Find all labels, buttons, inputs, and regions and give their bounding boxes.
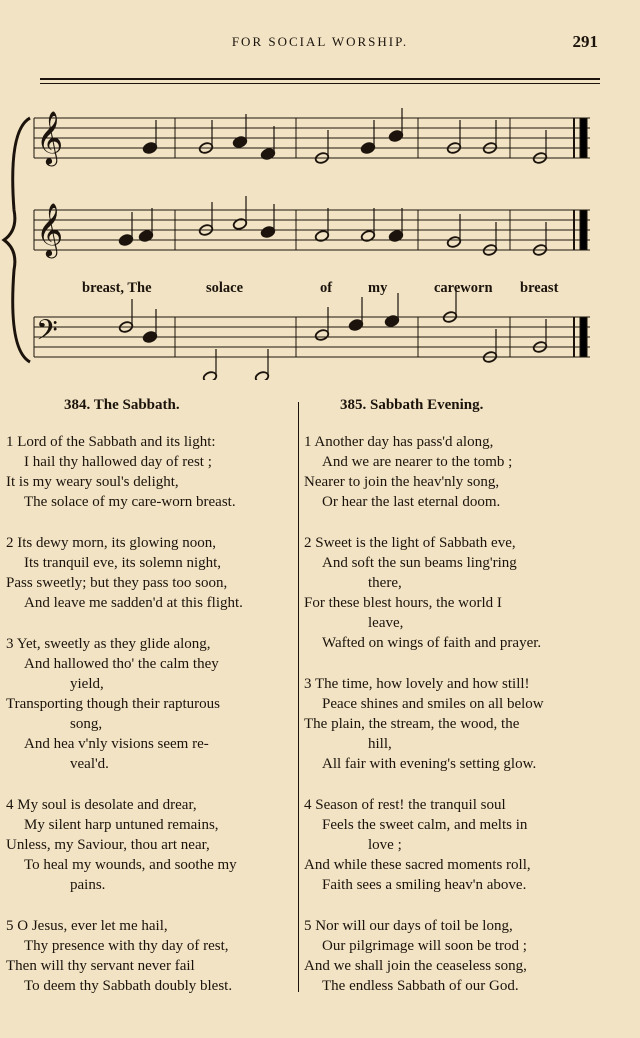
hymn-number: 384.: [64, 397, 91, 413]
lyric-syllable: careworn: [434, 280, 493, 296]
lyric-syllable: solace: [206, 280, 244, 296]
verse-line: 4 My soul is desolate and drear,: [6, 797, 197, 813]
lyric-syllable: breast, The: [82, 280, 152, 296]
stanza: [6, 432, 294, 512]
verse-line: Thy presence with thy day of rest,: [24, 938, 229, 954]
half-note: [232, 218, 247, 231]
verse-line: Wafted on wings of faith and prayer.: [322, 635, 542, 651]
quarter-note: [260, 148, 275, 161]
final-barline-thick: [580, 210, 587, 250]
lyric-syllable: of: [320, 280, 333, 296]
half-note: [314, 230, 329, 243]
system-brace: [4, 118, 30, 362]
verse-line: Or hear the last eternal doom.: [322, 494, 501, 510]
quarter-note: [138, 230, 153, 243]
half-note: [314, 329, 329, 342]
verse-line: Then will thy servant never fail: [6, 958, 195, 974]
verse-line: To heal my wounds, and soothe my: [24, 857, 237, 873]
quarter-note: [348, 319, 363, 332]
verse-line: 3 Yet, sweetly as they glide along,: [6, 636, 211, 652]
verse-line: 4 Season of rest! the tranquil soul: [304, 797, 506, 813]
hymn-title: Sabbath Evening.: [370, 397, 484, 413]
hymn-number: 385.: [340, 397, 367, 413]
verse-line: Peace shines and smiles on all below: [322, 696, 544, 712]
verse-line: Its tranquil eve, its solemn night,: [24, 555, 222, 571]
verse-line: The solace of my care-worn breast.: [24, 494, 236, 510]
stanza: [304, 533, 590, 653]
treble-clef: 𝄞: [36, 112, 64, 163]
verse-line: And soft the sun beams ling'ring: [322, 555, 517, 571]
verse-line: 5 Nor will our days of toil be long,: [304, 918, 513, 934]
verse-line: It is my weary soul's delight,: [6, 474, 179, 490]
half-note: [254, 371, 269, 380]
column-divider: [298, 402, 299, 992]
verse-line: Nearer to join the heav'nly song,: [304, 474, 500, 490]
hymn-385-heading: [340, 397, 483, 414]
music-score: [0, 90, 640, 380]
stanza: [6, 634, 294, 774]
stanza: [6, 533, 294, 613]
quarter-note: [388, 130, 403, 143]
running-header: FOR SOCIAL WORSHIP.: [231, 34, 409, 49]
verse-line: yield,: [70, 676, 104, 692]
verse-line: veal'd.: [70, 756, 109, 772]
verse-line: And hallowed tho' the calm they: [24, 656, 219, 672]
quarter-note: [142, 142, 157, 155]
hymn-title: The Sabbath.: [93, 397, 180, 413]
verse-line: Pass sweetly; but they pass too soon,: [6, 575, 228, 591]
verse-line: Feels the sweet calm, and melts in: [322, 817, 528, 833]
hymn-384-text: [6, 432, 294, 1017]
verse-line: 2 Sweet is the light of Sabbath eve,: [304, 535, 516, 551]
quarter-note: [142, 331, 157, 344]
verse-line: 1 Lord of the Sabbath and its light:: [6, 434, 216, 450]
verse-line: And we are nearer to the tomb ;: [322, 454, 513, 470]
verse-line: My silent harp untuned remains,: [24, 817, 219, 833]
verse-line: And while these sacred moments roll,: [304, 857, 531, 873]
verse-line: 3 The time, how lovely and how still!: [304, 676, 530, 692]
verse-line: there,: [368, 575, 402, 591]
verse-line: And leave me sadden'd at this flight.: [24, 595, 243, 611]
verse-line: pains.: [70, 877, 106, 893]
half-note: [202, 371, 217, 380]
hymn-384-heading: [64, 397, 180, 414]
verse-line: Our pilgrimage will soon be trod ;: [322, 938, 527, 954]
verse-line: leave,: [368, 615, 404, 631]
verse-line: And hea v'nly visions seem re-: [24, 736, 209, 752]
lyric-syllable: my: [368, 280, 388, 296]
verse-line: Faith sees a smiling heav'n above.: [322, 877, 527, 893]
verse-line: love ;: [368, 837, 402, 853]
quarter-note: [388, 230, 403, 243]
final-barline-thick: [580, 317, 587, 357]
stanza: [304, 795, 590, 895]
verse-line: 2 Its dewy morn, its glowing noon,: [6, 535, 216, 551]
quarter-note: [232, 136, 247, 149]
stanza: [6, 916, 294, 996]
quarter-note: [260, 226, 275, 239]
verse-line: All fair with evening's setting glow.: [322, 756, 537, 772]
verse-line: The plain, the stream, the wood, the: [304, 716, 520, 732]
stanza: [304, 432, 590, 512]
half-note: [446, 236, 461, 249]
verse-line: Unless, my Saviour, thou art near,: [6, 837, 210, 853]
verse-line: 5 O Jesus, ever let me hail,: [6, 918, 168, 934]
verse-line: The endless Sabbath of our God.: [322, 978, 519, 994]
header-rule-thin: [40, 83, 600, 84]
lyric-syllable: breast: [520, 280, 559, 296]
verse-line: song,: [70, 716, 103, 732]
verse-line: And we shall join the ceaseless song,: [304, 958, 527, 974]
header-rule: [40, 78, 600, 80]
final-barline-thick: [580, 118, 587, 158]
verse-line: To deem thy Sabbath doubly blest.: [24, 978, 233, 994]
half-note: [360, 230, 375, 243]
quarter-note: [384, 315, 399, 328]
quarter-note: [360, 142, 375, 155]
stanza: [6, 795, 294, 895]
stanza: [304, 674, 590, 774]
verse-line: For these blest hours, the world I: [304, 595, 502, 611]
verse-line: Transporting though their rapturous: [6, 696, 221, 712]
treble-clef: 𝄞: [36, 204, 64, 255]
verse-line: I hail thy hallowed day of rest ;: [24, 454, 212, 470]
verse-line: 1 Another day has pass'd along,: [304, 434, 494, 450]
stanza: [304, 916, 590, 996]
page-number: 291: [572, 32, 598, 51]
verse-line: hill,: [368, 736, 392, 752]
hymn-385-text: [304, 432, 590, 1017]
bass-clef: 𝄢: [36, 316, 58, 353]
quarter-note: [118, 234, 133, 247]
